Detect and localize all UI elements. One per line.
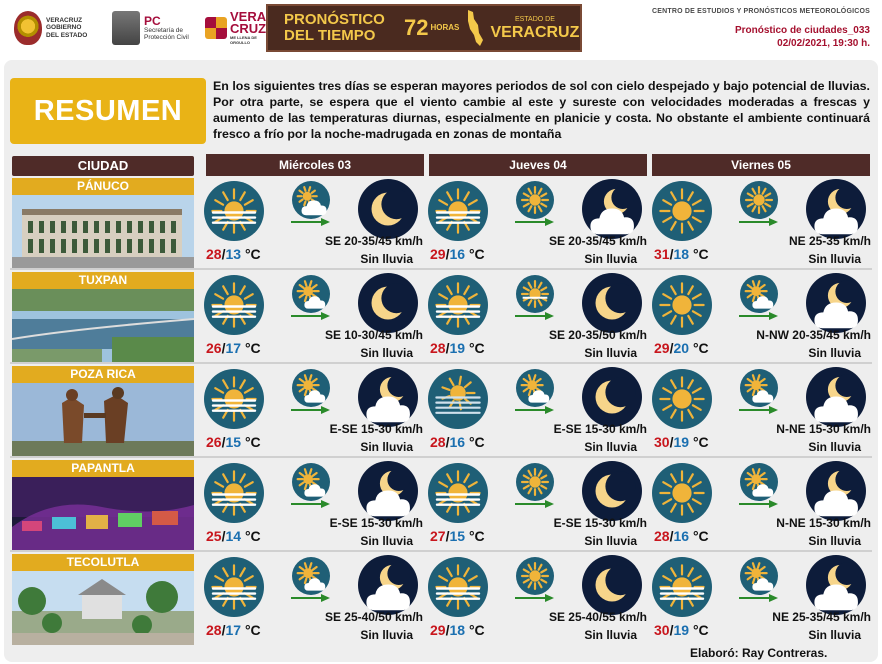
wind-arrow-icon [515,308,555,318]
temperature: 26/17 °C [206,340,261,356]
temp-max: 28 [206,246,222,262]
temp-max: 26 [206,434,222,450]
forecast-cell [651,272,873,360]
temp-unit: °C [468,434,485,450]
report-info [735,24,870,50]
moon-cloud-icon [581,178,643,240]
sun-icon [651,274,713,336]
veracruz-logo-text: VERACRUZ GOBIERNO DEL ESTADO [46,16,88,39]
wind-arrow-icon [739,496,779,506]
temp-min: 16 [449,434,466,450]
banner-title: PRONÓSTICO DEL TIEMPO [284,11,385,44]
moon-icon [357,178,419,240]
temp-min: 19 [673,622,690,638]
wind-arrow-icon [739,214,779,224]
forecast-cell [651,178,873,266]
sun-icon [651,368,713,430]
temp-min: 18 [673,246,690,262]
temp-unit: °C [468,528,485,544]
temperature: 26/15 °C [206,434,261,450]
temp-max: 29 [430,246,446,262]
temp-min: 15 [449,528,466,544]
banner-state-small: ESTADO DE [514,16,555,23]
city-photo [12,289,194,363]
temp-min: 19 [673,434,690,450]
rain-forecast: Sin lluvia [360,534,413,548]
wind-forecast: E-SE 15-30 km/h [553,516,647,530]
forecast-cell [651,366,873,454]
forecast-cell [203,554,425,642]
sun-haze-icon [203,462,265,524]
pc-abbr: PC [144,13,161,28]
wind-forecast: NE 25-35 km/h [788,234,871,248]
temp-min: 19 [449,340,466,356]
city-label: TECOLUTLA [12,554,194,571]
temperature: 28/16 °C [654,528,709,544]
temp-max: 25 [206,528,222,544]
wind-forecast: SE 25-40/55 km/h [548,610,647,624]
moon-cloud-icon [805,366,867,428]
rain-forecast: Sin lluvia [808,252,861,266]
wind-arrow-icon [291,402,331,412]
temperature: 29/18 °C [430,622,485,638]
proteccion-civil-logo [112,8,189,48]
temperature: 25/14 °C [206,528,261,544]
wind-arrow-icon [515,590,555,600]
forecast-cell [427,272,649,360]
moon-icon [581,272,643,334]
sun-icon [651,462,713,524]
temp-unit: °C [692,434,709,450]
temperature: 27/15 °C [430,528,485,544]
sun-haze-icon [427,462,489,524]
wind-forecast: N-NW 20-35/45 km/h [756,328,871,342]
moon-cloud-icon [805,460,867,522]
temp-unit: °C [244,340,261,356]
sun-haze-icon [203,180,265,242]
temp-min: 15 [225,434,242,450]
wind-forecast: SE 20-35/50 km/h [548,328,647,342]
wind-arrow-icon [739,402,779,412]
temp-max: 28 [206,622,222,638]
temp-max: 30 [654,434,670,450]
temp-max: 28 [430,434,446,450]
sun-haze-icon [427,274,489,336]
report-id: Pronóstico de ciudades_033 [734,25,870,36]
temp-unit: °C [692,622,709,638]
temp-unit: °C [468,340,485,356]
temp-max: 28 [430,340,446,356]
sun-haze-icon [203,274,265,336]
resumen-badge [10,78,206,144]
summary-text: En los siguientes tres días se esperan mayores periodos de sol con cielo despejado y bajo potencial de lluvias. Por otra parte, se espera que el viento cambie al este y sureste con velocidades moderadas a frescas y aumento de las temperaturas diurnas, especialmente en planicie y costa. No obstante el ambiente continuará fresco a frío por la noche-madrugada en zonas de montaña [213,79,870,141]
temp-max: 29 [654,340,670,356]
forecast-banner [266,4,582,52]
wind-forecast: SE 25-40/50 km/h [324,610,423,624]
city-photo [12,477,194,551]
temp-unit: °C [468,622,485,638]
forecast-cell [203,272,425,360]
coat-of-arms-icon [14,11,42,45]
moon-cloud-icon [805,178,867,240]
wind-forecast: E-SE 15-30 km/h [329,516,423,530]
moon-cloud-icon [805,554,867,616]
wind-forecast: SE 20-35/45 km/h [324,234,423,248]
forecast-cell [427,178,649,266]
sun-haze-icon [651,556,713,618]
city-label: POZA RICA [12,366,194,383]
forecast-cell [203,460,425,548]
rain-forecast: Sin lluvia [360,628,413,642]
rain-forecast: Sin lluvia [360,440,413,454]
wind-arrow-icon [291,214,331,224]
temp-min: 16 [673,528,690,544]
forecast-cell [427,460,649,548]
rain-forecast: Sin lluvia [584,346,637,360]
rain-forecast: Sin lluvia [808,534,861,548]
row-divider [10,362,872,364]
rain-forecast: Sin lluvia [584,534,637,548]
temp-max: 28 [654,528,670,544]
moon-cloud-icon [805,272,867,334]
temperature: 29/16 °C [430,246,485,262]
banner-state: VERACRUZ [490,24,580,41]
temp-min: 20 [673,340,690,356]
temp-min: 17 [225,340,242,356]
rain-forecast: Sin lluvia [360,252,413,266]
rain-forecast: Sin lluvia [360,346,413,360]
wind-forecast: E-SE 15-30 km/h [553,422,647,436]
day-header-1: Miércoles 03 [206,154,424,176]
ciudad-header: CIUDAD [12,156,194,176]
temperature: 30/19 °C [654,434,709,450]
temp-unit: °C [244,434,261,450]
rain-forecast: Sin lluvia [584,252,637,266]
temp-unit: °C [692,340,709,356]
rain-forecast: Sin lluvia [808,346,861,360]
temp-min: 14 [225,528,242,544]
temperature: 31/18 °C [654,246,709,262]
banner-hours-label: HORAS [430,23,460,32]
temperature: 28/13 °C [206,246,261,262]
temp-max: 27 [430,528,446,544]
forecast-cell [427,366,649,454]
rain-forecast: Sin lluvia [584,440,637,454]
veracruz-government-logo [14,8,87,48]
city-photo [12,195,194,269]
temp-max: 29 [430,622,446,638]
wind-arrow-icon [515,402,555,412]
moon-icon [581,554,643,616]
wind-arrow-icon [291,308,331,318]
sun-haze-icon [427,556,489,618]
report-datetime: 02/02/2021, 19:30 h. [777,38,870,49]
veracruz-brand-text: VERA CRUZ [230,9,267,36]
row-divider [10,268,872,270]
wind-arrow-icon [291,496,331,506]
moon-icon [581,366,643,428]
city-photo [12,383,194,457]
temp-min: 17 [225,622,242,638]
pc-text: Secretaría de Protección Civil [144,26,189,41]
day-header-2: Jueves 04 [429,154,647,176]
moon-icon [581,460,643,522]
temp-max: 31 [654,246,670,262]
sun-haze-icon [203,556,265,618]
rain-forecast: Sin lluvia [808,440,861,454]
wind-arrow-icon [291,590,331,600]
wind-forecast: SE 10-30/45 km/h [324,328,423,342]
veracruz-map-icon [464,9,484,47]
pc-emblem-icon [112,11,140,45]
temp-min: 18 [449,622,466,638]
moon-cloud-icon [357,554,419,616]
temperature: 28/16 °C [430,434,485,450]
temperature: 29/20 °C [654,340,709,356]
row-divider [10,550,872,552]
temperature: 28/17 °C [206,622,261,638]
sun-haze-icon [203,368,265,430]
banner-hours-number: 72 [404,15,429,40]
temp-unit: °C [468,246,485,262]
temp-max: 30 [654,622,670,638]
moon-cloud-icon [357,460,419,522]
wind-arrow-icon [739,590,779,600]
temp-unit: °C [244,528,261,544]
author-credit: Elaboró: Ray Contreras. [690,646,828,660]
temperature: 30/19 °C [654,622,709,638]
row-divider [10,456,872,458]
veracruz-brand-logo [205,8,267,48]
moon-cloud-icon [357,366,419,428]
wind-forecast: N-NE 15-30 km/h [776,516,871,530]
forecast-cell [651,554,873,642]
center-title: CENTRO DE ESTUDIOS Y PRONÓSTICOS METEOROLÓGICOS [652,8,870,15]
temp-max: 26 [206,340,222,356]
sun-haze-icon [427,180,489,242]
city-label: PÁNUCO [12,178,194,195]
wind-arrow-icon [515,496,555,506]
temp-min: 16 [449,246,466,262]
wind-forecast: E-SE 15-30 km/h [329,422,423,436]
resumen-label: RESUMEN [33,94,183,127]
forecast-cell [203,366,425,454]
veracruz-brand-icon [205,17,227,39]
forecast-cell [651,460,873,548]
wind-arrow-icon [739,308,779,318]
wind-forecast: NE 25-35/45 km/h [772,610,871,624]
city-label: TUXPAN [12,272,194,289]
city-photo [12,571,194,645]
forecast-cell [203,178,425,266]
forecast-cell [427,554,649,642]
temp-unit: °C [244,622,261,638]
wind-arrow-icon [515,214,555,224]
rain-forecast: Sin lluvia [584,628,637,642]
rain-forecast: Sin lluvia [808,628,861,642]
wind-forecast: SE 20-35/45 km/h [548,234,647,248]
sun-icon [651,180,713,242]
city-label: PAPANTLA [12,460,194,477]
temp-unit: °C [692,246,709,262]
day-header-3: Viernes 05 [652,154,870,176]
banner-state-block [490,15,579,41]
temp-unit: °C [692,528,709,544]
temperature: 28/19 °C [430,340,485,356]
moon-icon [357,272,419,334]
temp-min: 13 [225,246,242,262]
veracruz-brand-sub: ME LLENA DE ORGULLO [230,35,257,45]
header [0,0,882,58]
wind-forecast: N-NE 15-30 km/h [776,422,871,436]
haze-icon [427,368,489,430]
temp-unit: °C [244,246,261,262]
